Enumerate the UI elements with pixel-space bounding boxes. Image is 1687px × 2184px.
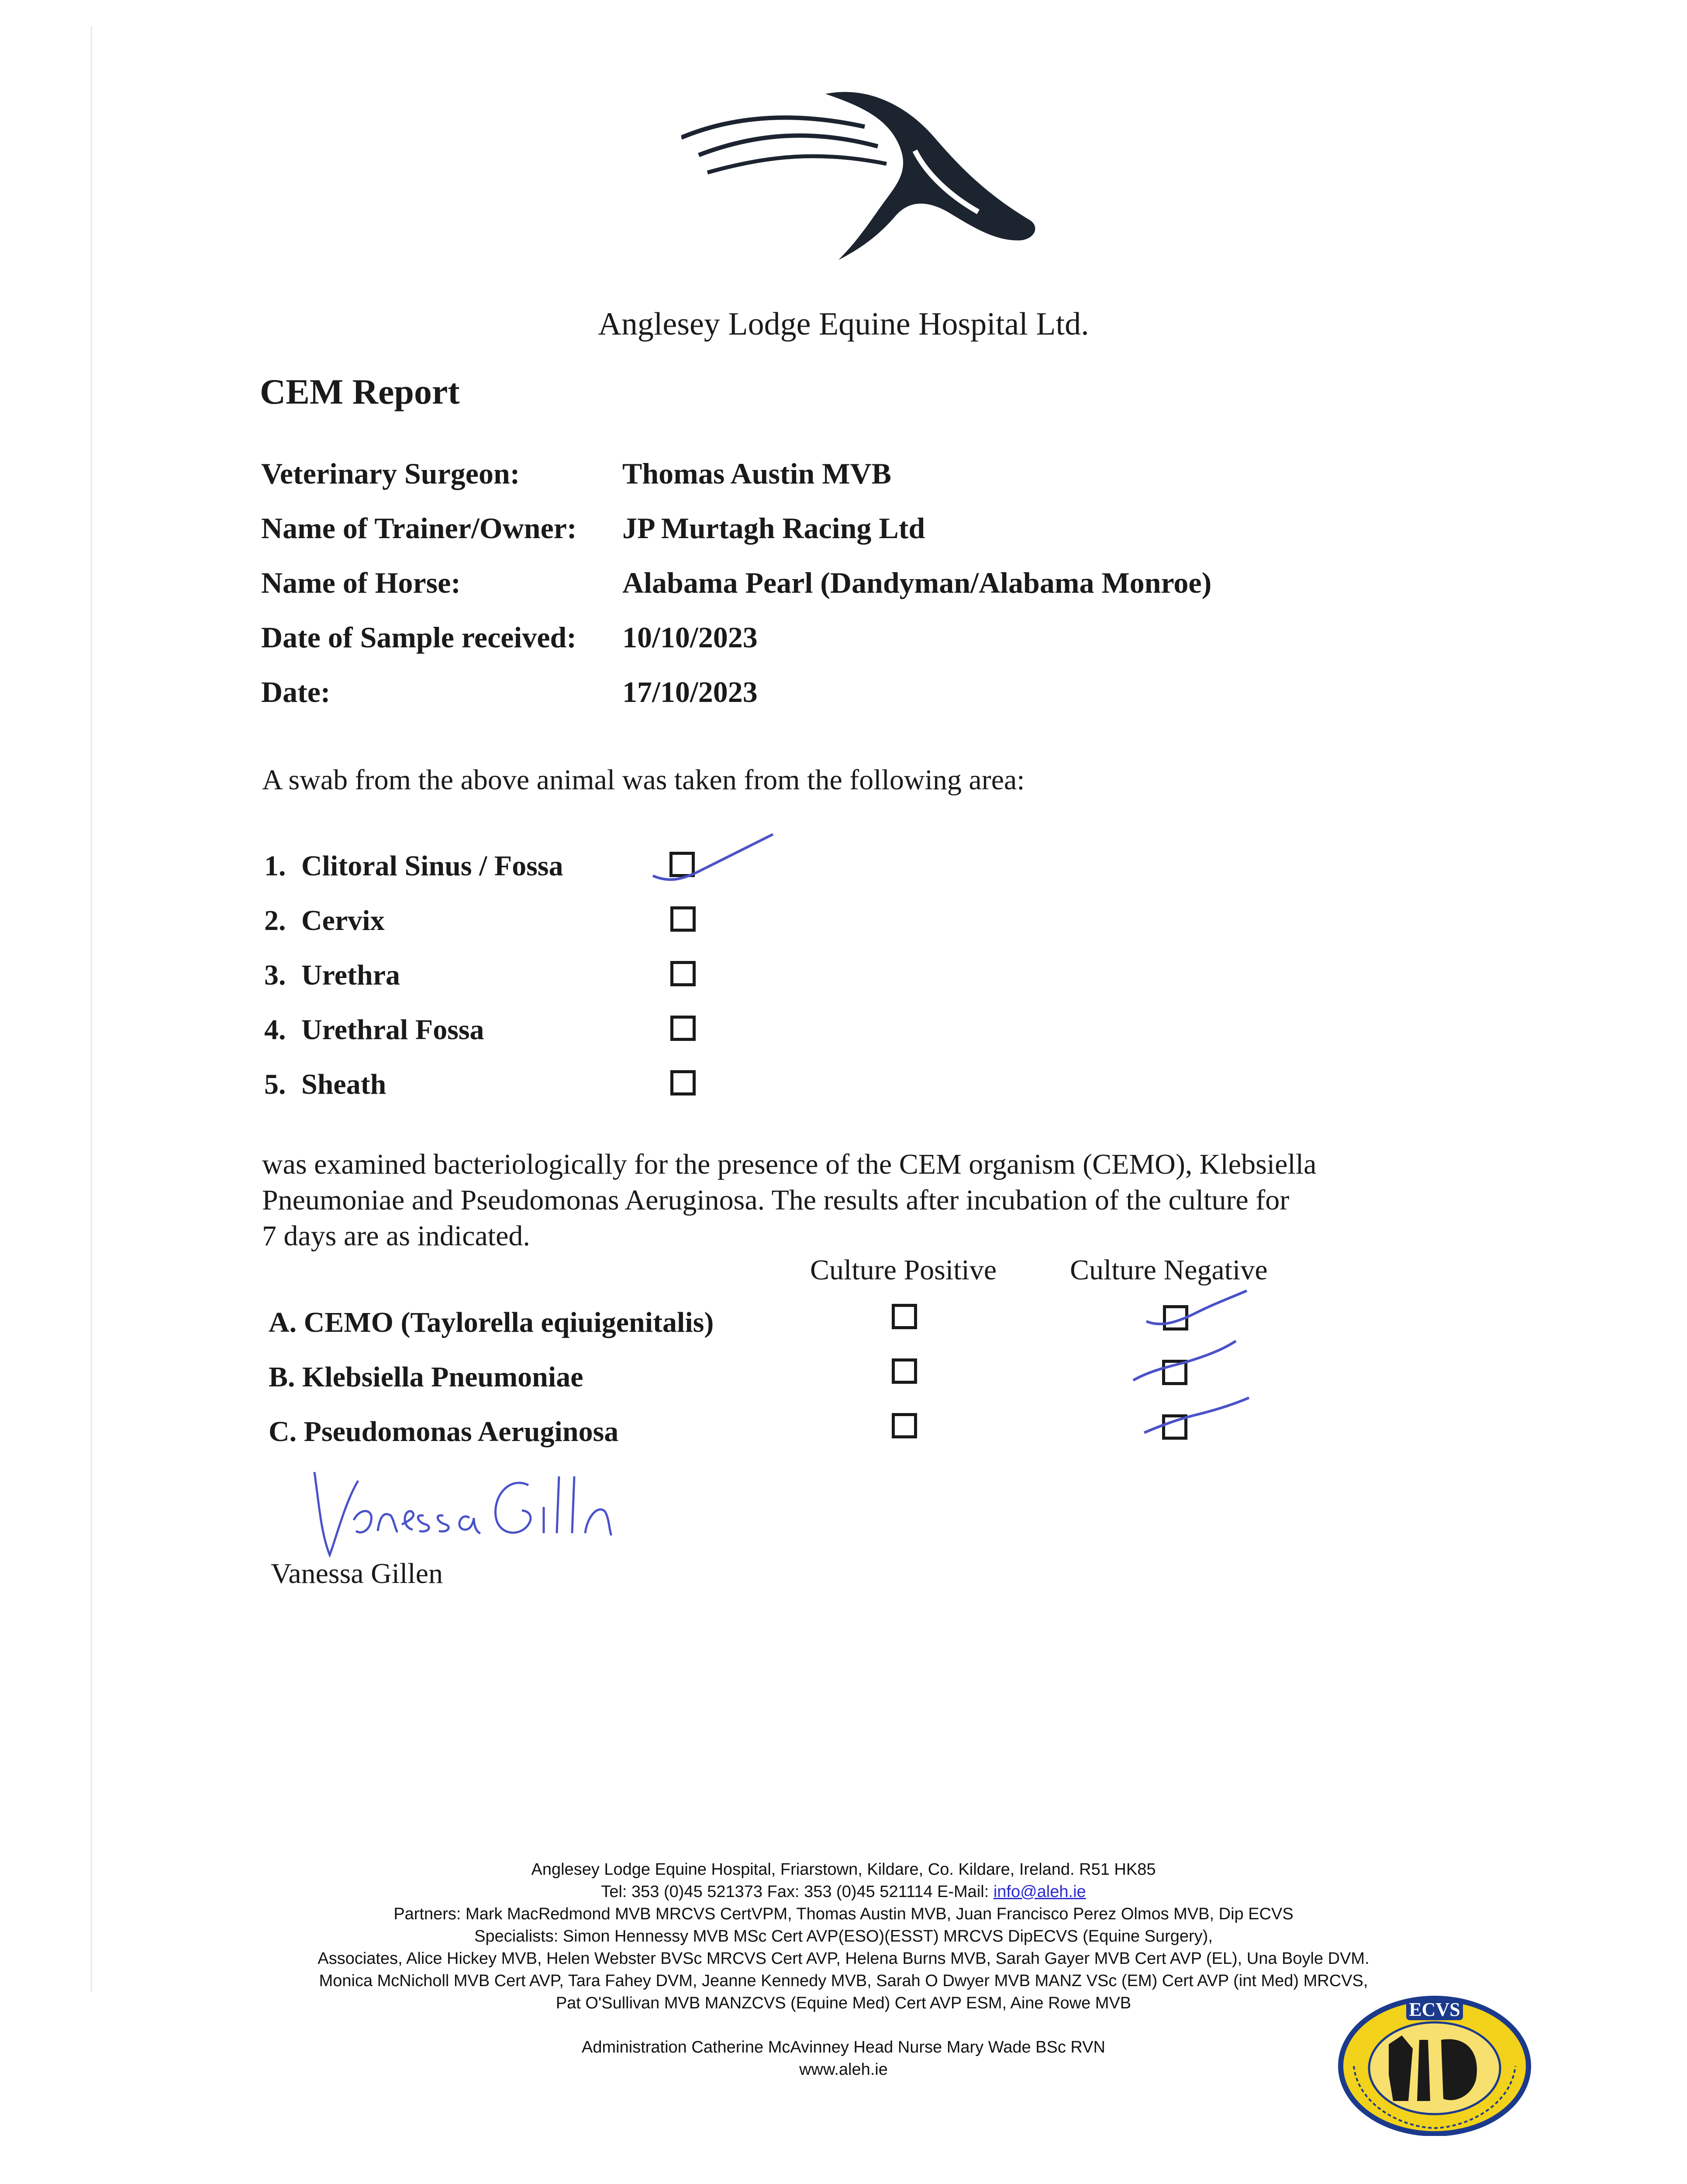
trainer-owner-value: JP Murtagh Racing Ltd: [622, 511, 925, 545]
area-5-number: 5.: [264, 1068, 286, 1100]
area-5-label: Sheath: [301, 1068, 386, 1100]
email-link[interactable]: info@aleh.ie: [993, 1883, 1086, 1901]
organism-b-positive-checkbox[interactable]: [892, 1358, 917, 1384]
swab-intro: A swab from the above animal was taken from the following area:: [262, 764, 1025, 796]
horse-name-label: Name of Horse:: [261, 566, 461, 599]
area-4-number: 4.: [264, 1014, 286, 1046]
footer-associates-3: Pat O'Sullivan MVB MANZCVS (Equine Med) Cert AVP ESM, Aine Rowe MVB: [555, 1994, 1132, 2012]
organism-b-label: B. Klebsiella Pneumoniae: [269, 1361, 583, 1393]
area-3-number: 3.: [264, 959, 286, 991]
footer-address: Anglesey Lodge Equine Hospital, Friarstown, Kildare, Co. Kildare, Ireland. R51 HK85: [531, 1860, 1156, 1879]
culture-negative-header: Culture Negative: [1070, 1254, 1268, 1286]
exam-line-1: was examined bacteriologically for the presence of the CEM organism (CEMO), Klebsiella: [262, 1148, 1317, 1180]
area-1-label: Clitoral Sinus / Fossa: [301, 850, 563, 882]
area-1-tick-mark: [651, 828, 777, 889]
sample-received-value: 10/10/2023: [622, 621, 758, 654]
footer-contact-numbers: Tel: 353 (0)45 521373 Fax: 353 (0)45 521114 E-Mail:: [601, 1883, 994, 1901]
area-3-checkbox[interactable]: [670, 961, 696, 986]
organism-a-label: A. CEMO (Taylorella eqiuigenitalis): [269, 1306, 714, 1338]
footer-associates-2: Monica McNicholl MVB Cert AVP, Tara Fahey DVM, Jeanne Kennedy MVB, Sarah O Dwyer MVB MANZ VSc (EM) Cert AVP (int Med) MRCVS,: [319, 1972, 1368, 1990]
area-2-label: Cervix: [301, 905, 385, 936]
website-link[interactable]: www.aleh.ie: [799, 2060, 888, 2079]
organism-c-label: C. Pseudomonas Aeruginosa: [269, 1416, 619, 1448]
exam-line-2: Pneumoniae and Pseudomonas Aeruginosa. The results after incubation of the culture for: [262, 1184, 1290, 1216]
area-2-number: 2.: [264, 905, 286, 936]
culture-positive-header: Culture Positive: [810, 1254, 997, 1286]
organism-a-negative-tick-mark: [1144, 1282, 1249, 1334]
footer-associates-1: Associates, Alice Hickey MVB, Helen Webster BVSc MRCVS Cert AVP, Helena Burns MVB, Sarah Gayer MVB Cert AVP (EL), Una Boyle DVM.: [317, 1949, 1370, 1968]
handwritten-signature: [297, 1455, 620, 1568]
area-4-checkbox[interactable]: [670, 1016, 696, 1041]
trainer-owner-label: Name of Trainer/Owner:: [261, 511, 577, 545]
horse-name-value: Alabama Pearl (Dandyman/Alabama Monroe): [622, 566, 1212, 599]
area-2-checkbox[interactable]: [670, 906, 696, 932]
report-title: CEM Report: [260, 372, 460, 411]
signer-name: Vanessa Gillen: [271, 1558, 443, 1590]
hospital-name: Anglesey Lodge Equine Hospital Ltd.: [598, 306, 1089, 342]
sample-received-label: Date of Sample received:: [261, 621, 576, 654]
exam-line-3: 7 days are as indicated.: [262, 1220, 530, 1252]
horse-head-logo: [681, 85, 1074, 269]
footer-contact: [0, 1881, 1687, 1903]
footer-partners: Partners: Mark MacRedmond MVB MRCVS CertVPM, Thomas Austin MVB, Juan Francisco Perez Olmos MVB, Dip ECVS: [393, 1905, 1294, 1923]
organism-a-positive-checkbox[interactable]: [892, 1304, 917, 1329]
report-date-label: Date:: [261, 675, 331, 708]
footer-admin: Administration Catherine McAvinney Head Nurse Mary Wade BSc RVN: [582, 2038, 1105, 2056]
area-5-checkbox[interactable]: [670, 1070, 696, 1095]
footer-specialists: Specialists: Simon Hennessy MVB MSc Cert AVP(ESO)(ESST) MRCVS DipECVS (Equine Surgery),: [474, 1927, 1213, 1946]
area-4-label: Urethral Fossa: [301, 1014, 484, 1046]
organism-b-negative-tick-mark: [1131, 1332, 1240, 1393]
area-3-label: Urethra: [301, 959, 400, 991]
organism-c-positive-checkbox[interactable]: [892, 1413, 917, 1438]
area-1-number: 1.: [264, 850, 286, 882]
report-date-value: 17/10/2023: [622, 675, 758, 708]
vet-surgeon-value: Thomas Austin MVB: [622, 457, 891, 490]
ecvs-seal: [1336, 1992, 1533, 2136]
svg-text:ECVS: ECVS: [1409, 1999, 1460, 2020]
vet-surgeon-label: Veterinary Surgeon:: [261, 457, 520, 490]
organism-c-negative-tick-mark: [1142, 1389, 1251, 1441]
